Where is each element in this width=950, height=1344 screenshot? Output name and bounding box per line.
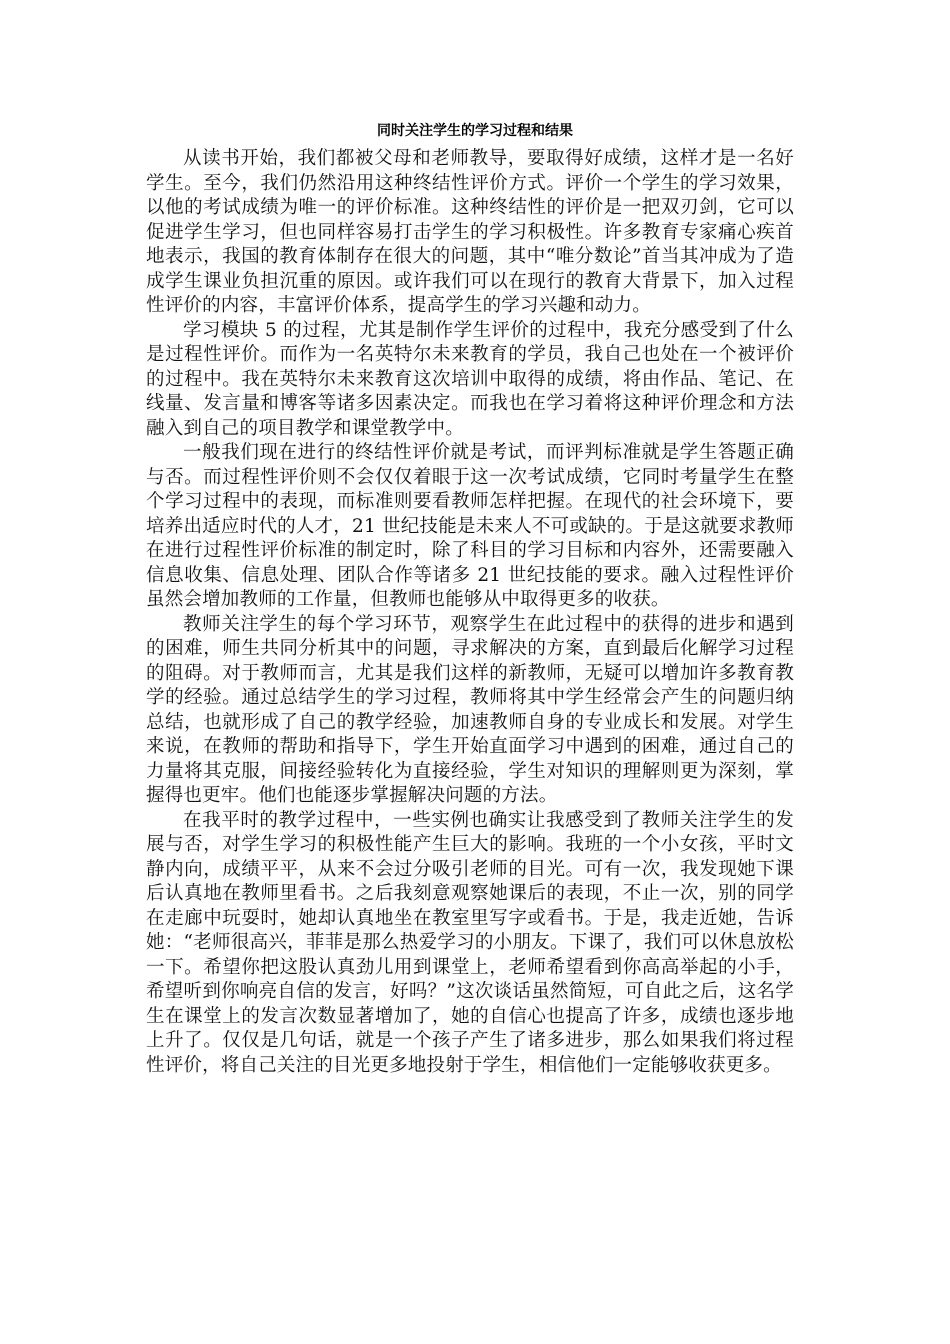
paragraph-1: 从读书开始，我们都被父母和老师教导，要取得好成绩，这样才是一名好学生。至今，我们仍然沿用这种终结性评价方式。评价一个学生的学习效果，以他的考试成绩为唯一的评价标准。这种终结性的评价是一把双刃剑，它可以促进学生学习，但也同样容易打击学生的学习积极性。许多教育专家痛心疾首地表示，我国的教育体制存在很大的问题，其中“唯分数论”首当其冲成为了造成学生课业负担沉重的原因。或许我们可以在现行的教育大背景下，加入过程性评价的内容，丰富评价体系，提高学生的学习兴趣和动力。 — [146, 148, 794, 316]
paragraph-4: 教师关注学生的每个学习环节，观察学生在此过程中的获得的进步和遇到的困难，师生共同分析其中的问题，寻求解决的方案，直到最后化解学习过程的阻碍。对于教师而言，尤其是我们这样的新教师，无疑可以增加许多教育教学的经验。通过总结学生的学习过程，教师将其中学生经常会产生的问题归纳总结，也就形成了自己的教学经验，加速教师自身的专业成长和发展。对学生来说，在教师的帮助和指导下，学生开始直面学习中遇到的困难，通过自己的力量将其克服，间接经验转化为直接经验，学生对知识的理解则更为深刻，掌握得也更牢。他们也能逐步掌握解决问题的方法。 — [146, 613, 794, 806]
paragraph-3: 一般我们现在进行的终结性评价就是考试，而评判标准就是学生答题正确与否。而过程性评价则不会仅仅着眼于这一次考试成绩，它同时考量学生在整个学习过程中的表现，而标准则要看教师怎样把握。在现代的社会环境下，要培养出适应时代的人才，21 世纪技能是未来人不可或缺的。于是这就要求教师在进行过程性评价标准的制定时，除了科目的学习目标和内容外，还需要融入信息收集、信息处理、团队合作等诸多 21 世纪技能的要求。融入过程性评价虽然会增加教师的工作量，但教师也能够从中取得更多的收获。 — [146, 442, 794, 610]
paragraph-2: 学习模块 5 的过程，尤其是制作学生评价的过程中，我充分感受到了什么是过程性评价。而作为一名英特尔未来教育的学员，我自己也处在一个被评价的过程中。我在英特尔未来教育这次培训中取得的成绩，将由作品、笔记、在线量、发言量和博客等诸多因素决定。而我也在学习着将这种评价理念和方法融入到自己的项目教学和课堂教学中。 — [146, 319, 794, 439]
document-title: 同时关注学生的学习过程和结果 — [377, 123, 573, 139]
document-body — [146, 147, 794, 1078]
paragraph-5: 在我平时的教学过程中，一些实例也确实让我感受到了教师关注学生的发展与否，对学生学习的积极性能产生巨大的影响。我班的一个小女孩，平时文静内向，成绩平平，从来不会过分吸引老师的目光。可有一次，我发现她下课后认真地在教师里看书。之后我刻意观察她课后的表现，不止一次，别的同学在走廊中玩耍时，她却认真地坐在教室里写字或看书。于是，我走近她，告诉她：“老师很高兴，菲菲是那么热爱学习的小朋友。下课了，我们可以休息放松一下。希望你把这股认真劲儿用到课堂上，老师希望看到你高高举起的小手，希望听到你响亮自信的发言，好吗？”这次谈话虽然简短，可自此之后，这名学生在课堂上的发言次数显著增加了，她的自信心也提高了许多，成绩也逐步地上升了。仅仅是几句话，就是一个孩子产生了诸多进步，那么如果我们将过程性评价，将自己关注的目光更多地投射于学生，相信他们一定能够收获更多。 — [146, 809, 794, 1076]
